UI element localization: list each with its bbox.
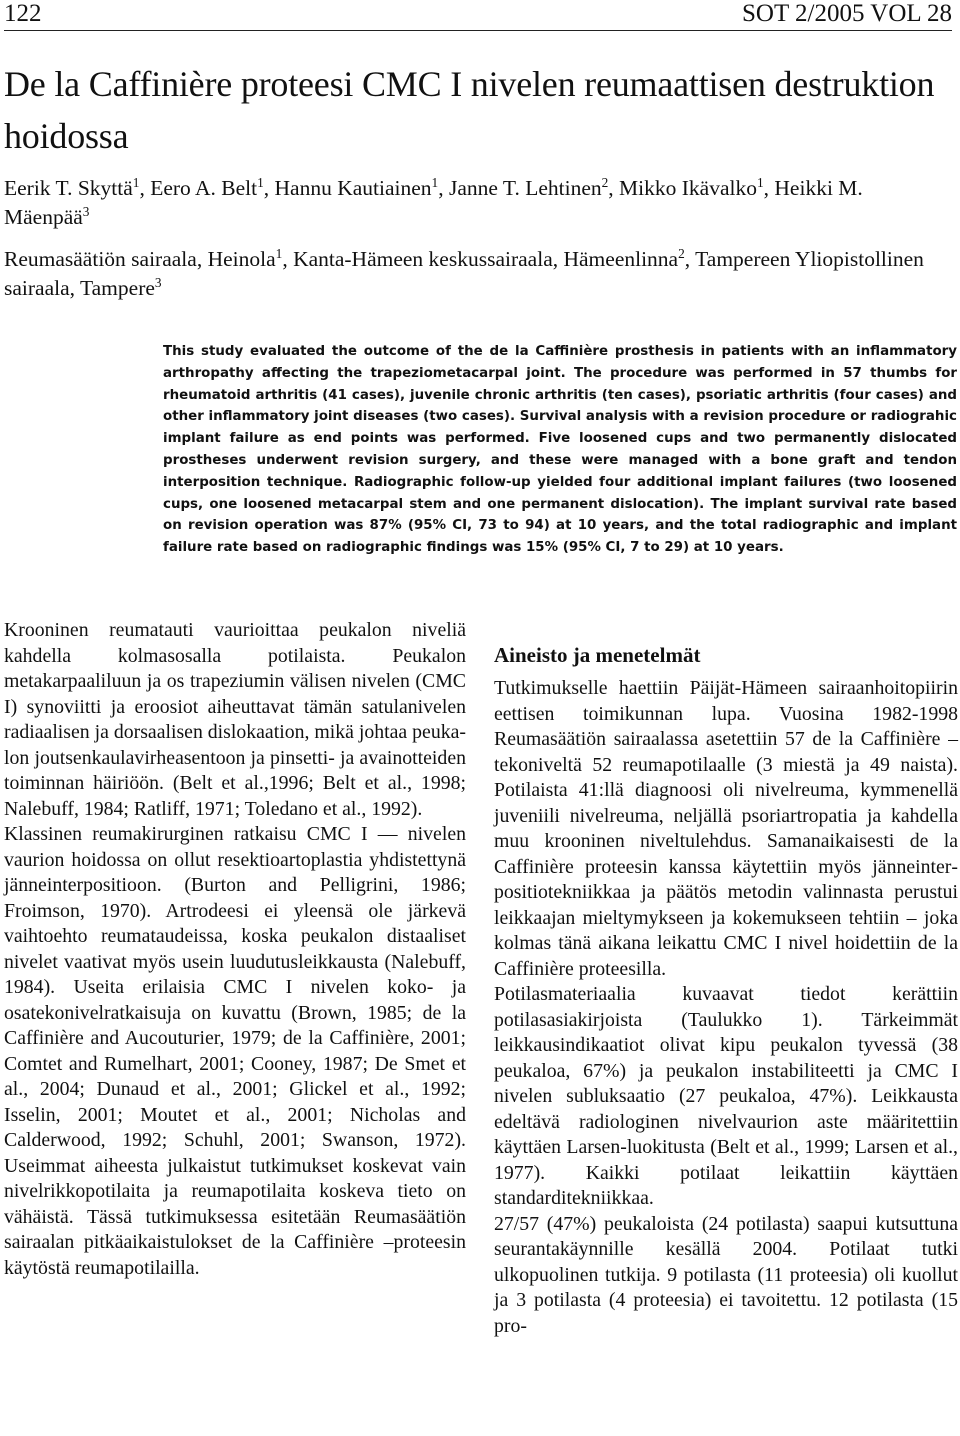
author-list: Eerik T. Skyttä$^1$, Eero A. Belt$^1$, Hannu Kautiainen$^1$, Janne T. Lehtinen$^2$, Mikko Ikävalko$^1$, Heikki M. Mäenpää$^3$ <box>4 174 863 229</box>
author-affiliation-mark: 3 <box>82 203 90 219</box>
body-paragraph: Tutkimukselle haettiin Päijät-Hämeen sairaanhoitopiirin eettisen toimikunnan lupa. Vuosina 1982-1998 Reumasäätiön sairaalassa asetettiin 57 de la Caffinière –tekoniveltä 52 reumapotilaalle (3 miestä ja 49 naista). Potilaista 41:llä diagnoosi oli nivelreuma, kymmenellä juveniili nivelreuma, neljällä psoriartropatia ja kahdella muu krooninen niveltulehdus. Samanaikaisesti de la Caffinière proteesin kanssa käytettiin myös jänneinterpositiotekniikkaa ja päätös metodin valinnasta perustui leikkaajan mieltymykseen ja kokemukseen tehtiin – joka kolmas tänä aikana leikattu CMC I nivel hoidettiin de la Caffinière proteesilla. <box>494 677 958 980</box>
author-name: Janne T. Lehtinen <box>448 176 602 200</box>
body-paragraph: Potilasmateriaalia kuvaavat tiedot kerättiin potilasasiakirjoista (Taulukko 1). Tärkeimmät leikkausindikaatiot olivat kipu peukalon tyvessä (38 peukaloa, 67%) ja peukalon instabiliteetti ja CMC I nivelen subluksaatio (27 peukaloa, 47%). Leikkausta edeltävä radiologinen nivelvaurion aste määritettiin käyttäen Larsen-luokitusta (Belt et al., 1999; Larsen et al., 1977). Kaikki potilaat leikattiin käyttäen standarditekniikkaa. <box>494 983 958 1209</box>
affiliation-name: Tampereen Yliopistollinen sairaala, Tampere <box>4 247 924 300</box>
article-title: De la Caffinière proteesi CMC I nivelen reumaattisen destruktion hoidossa <box>4 64 935 156</box>
author-name: Hannu Kautiainen <box>274 176 432 200</box>
body-paragraph: Krooninen reumatauti vaurioittaa peukalon niveliä kahdella kolmasosalla potilaista. Peukalon metakarpaaliluun ja os trapeziumin välisen nivelen (CMC I) synoviitti ja eroosiot aiheuttavat tämän satulanivelen radiaalisen ja dorsaalisen dislokaation, mikä johtaa peukalon joutsenkaulavirheasentoon ja pinsetti- ja avainotteiden toiminnan häiriöön. (Belt et al.,1996; Belt et al., 1998; Nalebuff, 1984; Ratliff, 1971; Toledano et al., 1992). <box>4 619 466 820</box>
section-heading: Aineisto ja menetelmät <box>494 643 701 667</box>
right-column <box>494 642 958 1339</box>
abstract: This study evaluated the outcome of the de la Caffinière prosthesis in patients with an inflammatory arthropathy affecting the trapeziometacarpal joint. The procedure was performed in 57 thumbs for rheumatoid arthritis (41 cases), juvenile chronic arthritis (ten cases), psoriatic arthritis (four cases) and other inflammatory joint diseases (two cases). Survival analysis with a revision procedure or radiograhic implant failure as end points was performed. Five loosened cups and two permanently dislocated prostheses underwent revision surgery, and these were managed with a bone graft and tendon interposition technique. Radiographic follow-up yielded four additional implant failures (two loosened cups, one loosened metacarpal stem and one permanent dislocation). The implant survival rate based on revision operation was 87% (95% CI, 73 to 94) at 10 years, and the total radiographic and implant failure rate based on radiographic findings was 15% (95% CI, 7 to 29) at 10 years. <box>163 344 957 556</box>
author-affiliation-mark: 2 <box>601 174 609 190</box>
journal-issue: SOT 2/2005 VOL 28 <box>742 0 952 27</box>
author-name: Eerik T. Skyttä <box>4 176 133 200</box>
body-paragraph: 27/57 (47%) peukaloista (24 potilasta) saapui kutsuttuna seurantakäynnille kesällä 2004. Potilaat tutki ulkopuolinen tutkija. 9 potilasta (11 proteesia) oli kuollut ja 3 potilasta (4 proteesia) ei tavoitettu. 12 potilasta (15 pro- <box>494 1212 958 1337</box>
author-affiliation-mark: 1 <box>756 174 764 190</box>
author-affiliation-mark: 1 <box>431 174 439 190</box>
body-paragraph: Klassinen reumakirurginen ratkaisu CMC I — nivelen vaurion hoidossa on ollut resektioartoplastia yhdistettynä jänneinterpositioon. (Burton and Pelligrini, 1986; Froimson, 1970). Artrodeesi ei yleensä ole järkevä vaihtoehto reumataudeissa, koska peukalon distaaliset nivelet vaativat myös usein luudutusleikkausta (Nalebuff, 1984). Useita erilaisia CMC I nivelen koko- ja osatekonivelratkaisuja on kuvattu (Brown, 1985; de la Caffinière and Aucouturier, 1979; de la Caffinière, 2001; Comtet and Rumelhart, 2001; Cooney, 1987; De Smet et al., 2004; Dunaud et al., 2001; Glickel et al., 1992; Isselin, 2001; Moutet et al., 2001; Nicholas and Calderwood, 1992; Schuhl, 2001; Swanson, 1972). Useimmat aiheesta julkaistut tutkimukset koskevat vain nivelrikkopotilaita ja reumapotilaita koskeva tieto on vähäistä. Tässä tutkimuksessa esitetään Reumasäätiön sairaalan pitkäaikaistulokset de la Caffinière –proteesin käytöstä reumapotilailla. <box>4 823 466 1279</box>
affiliation-mark: 3 <box>154 274 162 290</box>
affiliation-mark: 2 <box>678 245 685 261</box>
affiliation-name: Reumasäätiön sairaala, Heinola <box>4 247 276 271</box>
affiliation-name: Kanta-Hämeen keskussairaala, Hämeenlinna <box>293 247 679 271</box>
affiliation-mark: 1 <box>275 245 283 261</box>
author-affiliation-mark: 1 <box>132 174 140 190</box>
page-number: 122 <box>4 0 42 27</box>
author-name: Heikki M. Mäenpää <box>4 176 863 229</box>
page-header <box>4 0 952 31</box>
author-affiliation-mark: 1 <box>257 174 264 190</box>
left-column <box>4 618 466 1281</box>
author-name: Eero A. Belt <box>150 176 258 200</box>
affiliation-list: Reumasäätiön sairaala, Heinola$^1$, Kanta-Hämeen keskussairaala, Hämeenlinna$^2$, Tampereen Yliopistollinen sairaala, Tampere$^3$ <box>4 245 924 300</box>
author-name: Mikko Ikävalko <box>619 176 757 200</box>
